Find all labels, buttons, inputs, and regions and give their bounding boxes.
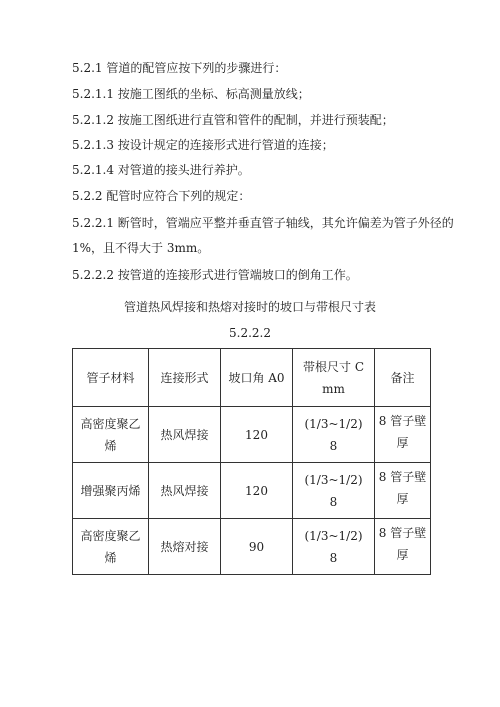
header-note: 备注 xyxy=(375,349,431,407)
header-connection: 连接形式 xyxy=(149,349,221,407)
cell-note: 8 管子壁厚 xyxy=(375,463,431,519)
paragraph-5-2-2-1-cont: 1%，且不得大于 3mm。 xyxy=(72,241,210,255)
table-row xyxy=(73,519,431,575)
header-root-size-unit: mm xyxy=(322,381,345,396)
cell-material xyxy=(73,519,149,575)
header-material: 管子材料 xyxy=(73,349,149,407)
cell-note: 8 管子壁厚 xyxy=(375,519,431,575)
table-caption: 管道热风焊接和热熔对接时的坡口与带根尺寸表 xyxy=(123,300,376,314)
cell-root-size-line1: (1/3~1/2) xyxy=(304,416,363,431)
cell-root-size-line2: 8 xyxy=(329,494,338,509)
cell-connection: 热风焊接 xyxy=(149,407,221,463)
table-header-row xyxy=(73,349,431,407)
cell-root-size-line2: 8 xyxy=(329,550,338,565)
cell-connection: 热风焊接 xyxy=(149,463,221,519)
cell-material-line2: 烯 xyxy=(104,550,117,565)
cell-root-size xyxy=(293,519,375,575)
cell-angle: 120 xyxy=(221,463,293,519)
table-row xyxy=(73,463,431,519)
cell-note: 8 管子壁厚 xyxy=(375,407,431,463)
cell-angle: 90 xyxy=(221,519,293,575)
table-number: 5.2.2.2 xyxy=(229,326,271,340)
header-angle: 坡口角 A0 xyxy=(221,349,293,407)
paragraph-5-2-1-4: 5.2.1.4 对管道的接头进行养护。 xyxy=(72,163,250,177)
paragraph-5-2-2-2: 5.2.2.2 按管道的连接形式进行管端坡口的倒角工作。 xyxy=(72,268,358,282)
paragraph-5-2-1: 5.2.1 管道的配管应按下列的步骤进行： xyxy=(72,61,287,75)
header-root-size xyxy=(293,349,375,407)
table-row xyxy=(73,407,431,463)
cell-angle: 120 xyxy=(221,407,293,463)
cell-material-line1: 高密度聚乙 xyxy=(80,528,141,543)
paragraph-5-2-1-1: 5.2.1.1 按施工图纸的坐标、标高测量放线； xyxy=(72,87,310,101)
cell-root-size-line1: (1/3~1/2) xyxy=(304,528,363,543)
paragraph-5-2-1-2: 5.2.1.2 按施工图纸进行直管和管件的配制，并进行预装配； xyxy=(72,113,394,127)
cell-root-size xyxy=(293,463,375,519)
paragraph-5-2-1-3: 5.2.1.3 按设计规定的连接形式进行管道的连接； xyxy=(72,138,334,152)
cell-material xyxy=(73,407,149,463)
paragraph-5-2-2: 5.2.2 配管时应符合下列的规定： xyxy=(72,189,251,203)
paragraph-5-2-2-1: 5.2.2.1 断管时，管端应平整并垂直管子轴线，其允许偏差为管子外径的 xyxy=(72,216,454,230)
bevel-size-table xyxy=(72,348,431,575)
cell-material-line1: 高密度聚乙 xyxy=(80,416,141,431)
cell-material-line2: 烯 xyxy=(104,438,117,453)
cell-material: 增强聚丙烯 xyxy=(73,463,149,519)
cell-root-size-line2: 8 xyxy=(329,438,338,453)
header-root-size-line1: 带根尺寸 C xyxy=(303,359,364,374)
cell-connection: 热熔对接 xyxy=(149,519,221,575)
cell-root-size xyxy=(293,407,375,463)
cell-root-size-line1: (1/3~1/2) xyxy=(304,472,363,487)
